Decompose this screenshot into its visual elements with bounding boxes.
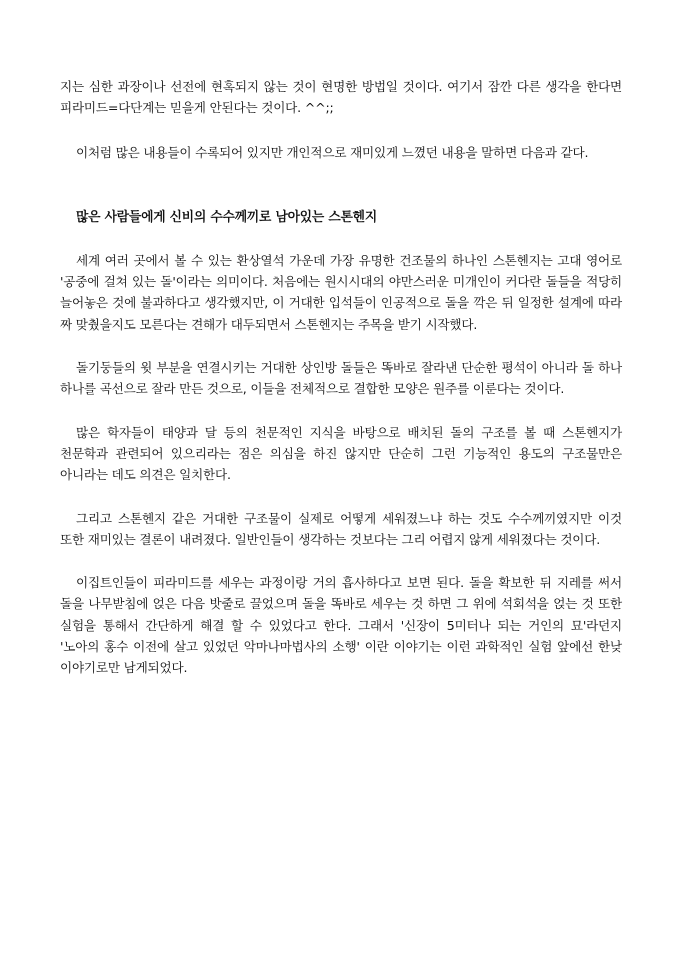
section-paragraph-4: 그리고 스톤헨지 같은 거대한 구조물이 실제로 어떻게 세워졌느냐 하는 것도 수수께끼였지만 이것 또한 재미있는 결론이 내려졌다. 일반인들이 생각하는 것보다는 그리 어렵지 않게 세워졌다는 것이다. [60, 510, 622, 547]
section-paragraph-3: 많은 학자들이 태양과 달 등의 천문적인 지식을 바탕으로 배치된 돌의 구조를 볼 때 스톤헨지가 천문학과 관련되어 있으리라는 점은 의심을 하진 않지만 단순히 그런 기능적인 용도의 구조물만은 아니라는 데도 의견은 일치한다. [60, 424, 622, 483]
intro-paragraph-1: 지는 심한 과장이나 선전에 현혹되지 않는 것이 현명한 방법일 것이다. 여기서 잠깐 다른 생각을 한다면 피라미드=다단계는 믿을게 안된다는 것이다. ^^;; [60, 79, 622, 116]
section-paragraph-5: 이집트인들이 피라미드를 세우는 과정이랑 거의 흡사하다고 보면 된다. 돌을 확보한 뒤 지레를 써서 돌을 나무받침에 얹은 다음 밧줄로 끌었으며 돌을 똑바로 세우는 것 하면 그 위에 석회석을 얹는 것 또한 실험을 통해서 간단하게 해결 할 수 있었다고 한다. 그래서 '신장이 5미터나 되는 거인의 묘'라던지 '노아의 홍수 이전에 살고 있었던 악마나마법사의 소행' 이란 이야기는 이런 과학적인 실험 앞에선 한낮 이야기로만 남게되었다. [60, 575, 622, 676]
intro-paragraph-2: 이처럼 많은 내용들이 수록되어 있지만 개인적으로 재미있게 느꼈던 내용을 말하면 다음과 같다. [76, 144, 589, 160]
section-paragraph-1: 세계 여러 곳에서 볼 수 있는 환상열석 가운데 가장 유명한 건조물의 하나인 스톤헨지는 고대 영어로 '공중에 걸쳐 있는 돌'이라는 의미이다. 처음에는 원시시대의 야만스러운 미개인이 커다란 돌들을 적당히 늘어놓은 것에 불과하다고 생각했지만, 이 거대한 입석들이 인공적으로 돌을 깍은 뒤 일정한 설계에 따라 짜 맞췄을지도 모른다는 견해가 대두되면서 스톤헨지는 주목을 받기 시작했다. [60, 252, 622, 332]
section-heading: 많은 사람들에게 신비의 수수께끼로 남아있는 스톤헨지 [76, 209, 377, 225]
section-paragraph-2: 돌기둥들의 윗 부분을 연결시키는 거대한 상인방 돌들은 똑바로 잘라낸 단순한 평석이 아니라 돌 하나 하나를 곡선으로 잘라 만든 것으로, 이들을 전체적으로 결합한 모양은 원주를 이룬다는 것이다. [60, 360, 622, 397]
